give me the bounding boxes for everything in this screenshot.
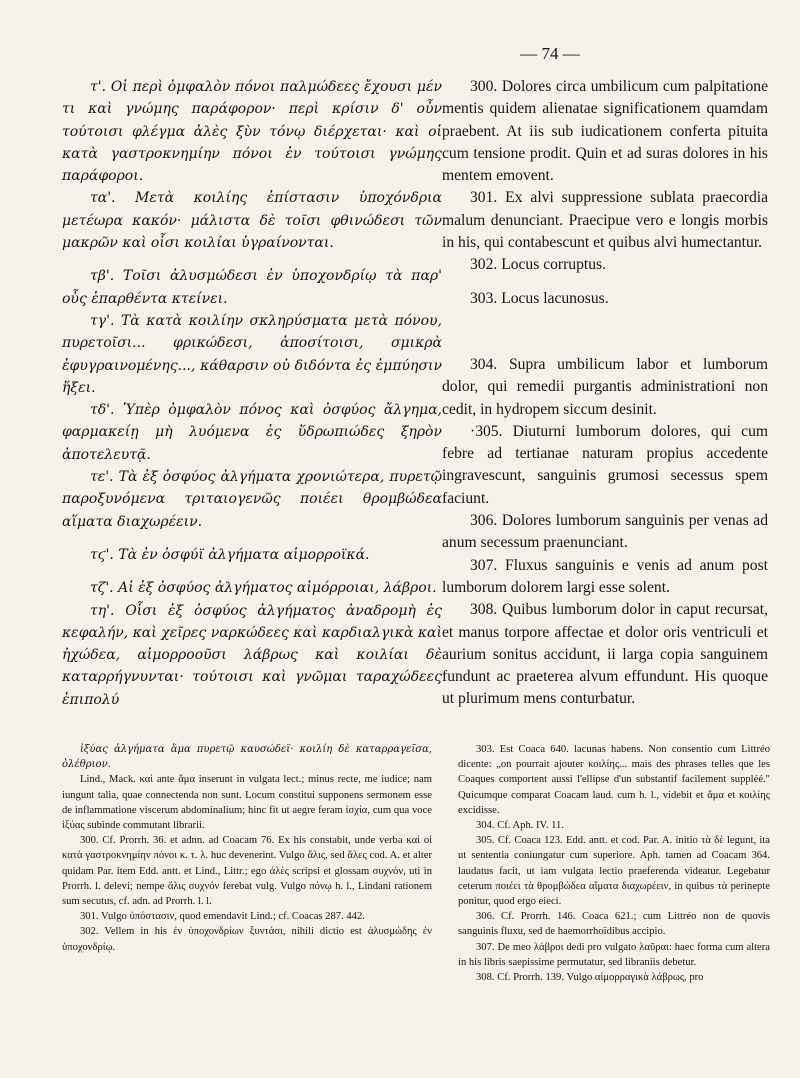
footnotes-left bbox=[62, 742, 432, 955]
footnote: Lind., Mack. καὶ ante ἅμα inserunt in vulgata lect.; minus recte, me iudice; nam iungunt talia, quae connectenda non sunt. Locum constitui supponens sermonem esse de inflammatione viscerum abdominalium; hinc fit ut aegre feram ἰσχία, cum qua voce ἰξύας subinde commutant librarii. bbox=[62, 774, 432, 832]
greek-paragraph: τα'. Μετὰ κοιλίης ἐπίστασιν ὑποχόνδρια μετέωρα κακόν· μάλιστα δὲ τοῖσι φθινώδεσι τῶν μακρῶν καὶ οἷσι κοιλίαι ὑγραίνονται. bbox=[62, 190, 442, 252]
greek-paragraph: τε'. Τὰ ἐξ ὀσφύος ἀλγήματα χρονιώτερα, πυρετῷ παροξυνόμενα τριταιογενῶς ποιέει θρομβώδεα αἵματα διαχωρέειν. bbox=[62, 469, 442, 530]
footnote: 303. Est Coaca 640. lacunas habens. Non consentio cum Littréo dicente: „on pourrait ajouter κοιλίης... mais des phrases telles que les Coaques comportent aussi l'ellipse d'un substantif facilement suppléé." Quicumque comparat Coacam laud. cum h. l., videbit et ἅμα et κοιλίης excidisse. bbox=[458, 744, 770, 816]
latin-paragraph: 306. Dolores lumborum sanguinis per venas ad anum secessum praenunciant. bbox=[442, 512, 768, 552]
greek-paragraph: τ'. Οἱ περὶ ὀμφαλὸν πόνοι παλμώδεες ἔχουσι μέν τι καὶ γνώμης παράφορον· περὶ κρίσιν δ' οὖν τούτοισι φλέγμα ἁλὲς ξὺν τόνῳ διέρχεται· καὶ οἱ κατὰ γαστροκνημίην πόνοι ἐν τούτοισι γνώμης παράφοροι. bbox=[62, 79, 442, 185]
footnote: 307. De meo λάβροι dedi pro vulgato λαῦραι: haec forma cum altera in his libris saepissime permutatur, sed libraniis debetur. bbox=[458, 941, 770, 968]
footnote: 301. Vulgo ὑπόστασιν, quod emendavit Lind.; cf. Coacas 287. 442. bbox=[80, 911, 365, 923]
footnote: 304. Cf. Aph. IV. 11. bbox=[476, 820, 564, 832]
latin-paragraph: 302. Locus corruptus. bbox=[470, 256, 606, 274]
greek-paragraph: τβ'. Τοῖσι ἀλυσμώδεσι ἐν ὑποχονδρίῳ τὰ παρ' οὖς ἐπαρθέντα κτείνει. bbox=[62, 268, 442, 307]
footnote: ἰξύας ἀλγήματα ἅμα πυρετῷ καυσώδεϊ· κοιλίη δὲ καταρραγεῖσα, ὀλέθριον. bbox=[62, 744, 432, 771]
latin-paragraph: 303. Locus lacunosus. bbox=[470, 289, 609, 307]
page-number: — 74 — bbox=[520, 44, 580, 63]
latin-paragraph: ·305. Diuturni lumborum dolores, qui cum febre ad tertianae naturam propius accedente ingravescunt, sanguinis grumosi secessus spem faciunt. bbox=[442, 422, 768, 507]
greek-paragraph: τϛ'. Τὰ ἐν ὀσφύϊ ἀλγήματα αἱμορροϊκά. bbox=[90, 546, 370, 563]
latin-paragraph: 301. Ex alvi suppressione sublata praecordia malum denunciant. Praecipue vero e longis morbis in his, qui contabescunt et quibus alvi humectantur. bbox=[442, 189, 768, 252]
greek-paragraph: τζ'. Αἱ ἐξ ὀσφύος ἀλγήματος αἱμόρροιαι, λάβροι. bbox=[90, 580, 437, 597]
latin-paragraph: 304. Supra umbilicum labor et lumborum dolor, qui remedii purgantis administrationi non cedit, in hydropem siccum desinit. bbox=[442, 355, 768, 418]
latin-text-column bbox=[442, 76, 768, 711]
latin-paragraph: 300. Dolores circa umbilicum cum palpitatione mentis quidem alienatae significationem quamdam praebent. At iis sub iudicationem conferta pituita cum tensione prodit. Quin et ad suras dolores in his mentem emovent. bbox=[442, 78, 768, 185]
greek-paragraph: τδ'. Ὑπὲρ ὀμφαλὸν πόνος καὶ ὀσφύος ἄλγημα, φαρμακείῃ μὴ λυόμενα ἐς ὕδρωπιώδες ξηρὸν ἀποτελευτᾷ. bbox=[62, 402, 442, 463]
footnote: 305. Cf. Coaca 123. Edd. antt. et cod. Par. A. initio τὰ δὲ legunt, ita ut sententia coniungatur cum superiore. Aph. tamen ad Coacam 364. laudatus facit, ut iam vulgata lectio praeferenda videatur. Legebatur ceterum ποιέει τὰ θρομβώδεα αἵματα διαχωρέειν, in quibus τὰ perinepte ponitur, quod ergo eieci. bbox=[458, 835, 770, 908]
greek-paragraph: τγ'. Τὰ κατὰ κοιλίην σκληρύσματα μετὰ πόνου, πυρετοῖσι... φρικώδεσι, ἀποσίτοισι, σμικρὰ ἐφυγραινομένης..., κάθαρσιν οὐ διδόντα ἐς ἐμπύησιν ἥξει. bbox=[62, 312, 442, 396]
footnote: 300. Cf. Prorrh. 36. et adnn. ad Coacam 76. Ex his constabit, unde verba καὶ οἱ κατὰ γαστροκνημίην πόνοι κ. τ. λ. huc devenerint. Vulgo ἅλις, sed ἅλες cod. A. et alter quidam Par. item Edd. antt. et Lind., Littr.; ego ἁλὲς scripsi et glossam συχνόν, uti in Prorrh. l. delevi; nempe ἅλις συχνόν ferebat vulg. Vulgo πόνῳ h. l., Lindani rationem sum secutus, cf. adn. ad Prorrh. l. l. bbox=[62, 835, 432, 908]
footnote: 308. Cf. Prorrh. 139. Vulgo αἱμορραγικὰ λάβρως, pro bbox=[476, 972, 704, 984]
latin-paragraph: 307. Fluxus sanguinis e venis ad anum post lumborum dolorem largi esse solent. bbox=[442, 556, 768, 596]
footnotes-right bbox=[458, 742, 770, 985]
footnote: 302. Vellem in his ἐν ὑποχονδρίων ξυντάσι, nihili dictio est ἀλυσμώδης ἐν ὑποχονδρίῳ. bbox=[62, 926, 432, 953]
greek-paragraph: τη'. Οἷσι ἐξ ὀσφύος ἀλγήματος ἀναδρομὴ ἐς κεφαλήν, καὶ χεῖρες ναρκώδεες καὶ καρδιαλγικὰ καὶ ἠχώδεα, αἱμορροοῦσι λάβρως καὶ κοιλίαι δὲ καταρρήγνυνται· τούτοισι καὶ γνῶμαι ταραχώδεες ἐπιπολύ bbox=[62, 602, 443, 708]
footnote: 306. Cf. Prorrh. 146. Coaca 621.; cum Littréo non de quovis sanguinis fluxu, sed de haemorrhoïdibus accipio. bbox=[458, 911, 770, 938]
latin-paragraph: 308. Quibus lumborum dolor in caput recursat, et manus torpore affectae et dolor oris ventriculi et aurium sonitus accidunt, ii larga copia sanguinem fundunt ac praeterea alvum effundunt. His quoque ut plurimum mens conturbatur. bbox=[442, 601, 768, 708]
greek-text-column bbox=[62, 76, 442, 711]
